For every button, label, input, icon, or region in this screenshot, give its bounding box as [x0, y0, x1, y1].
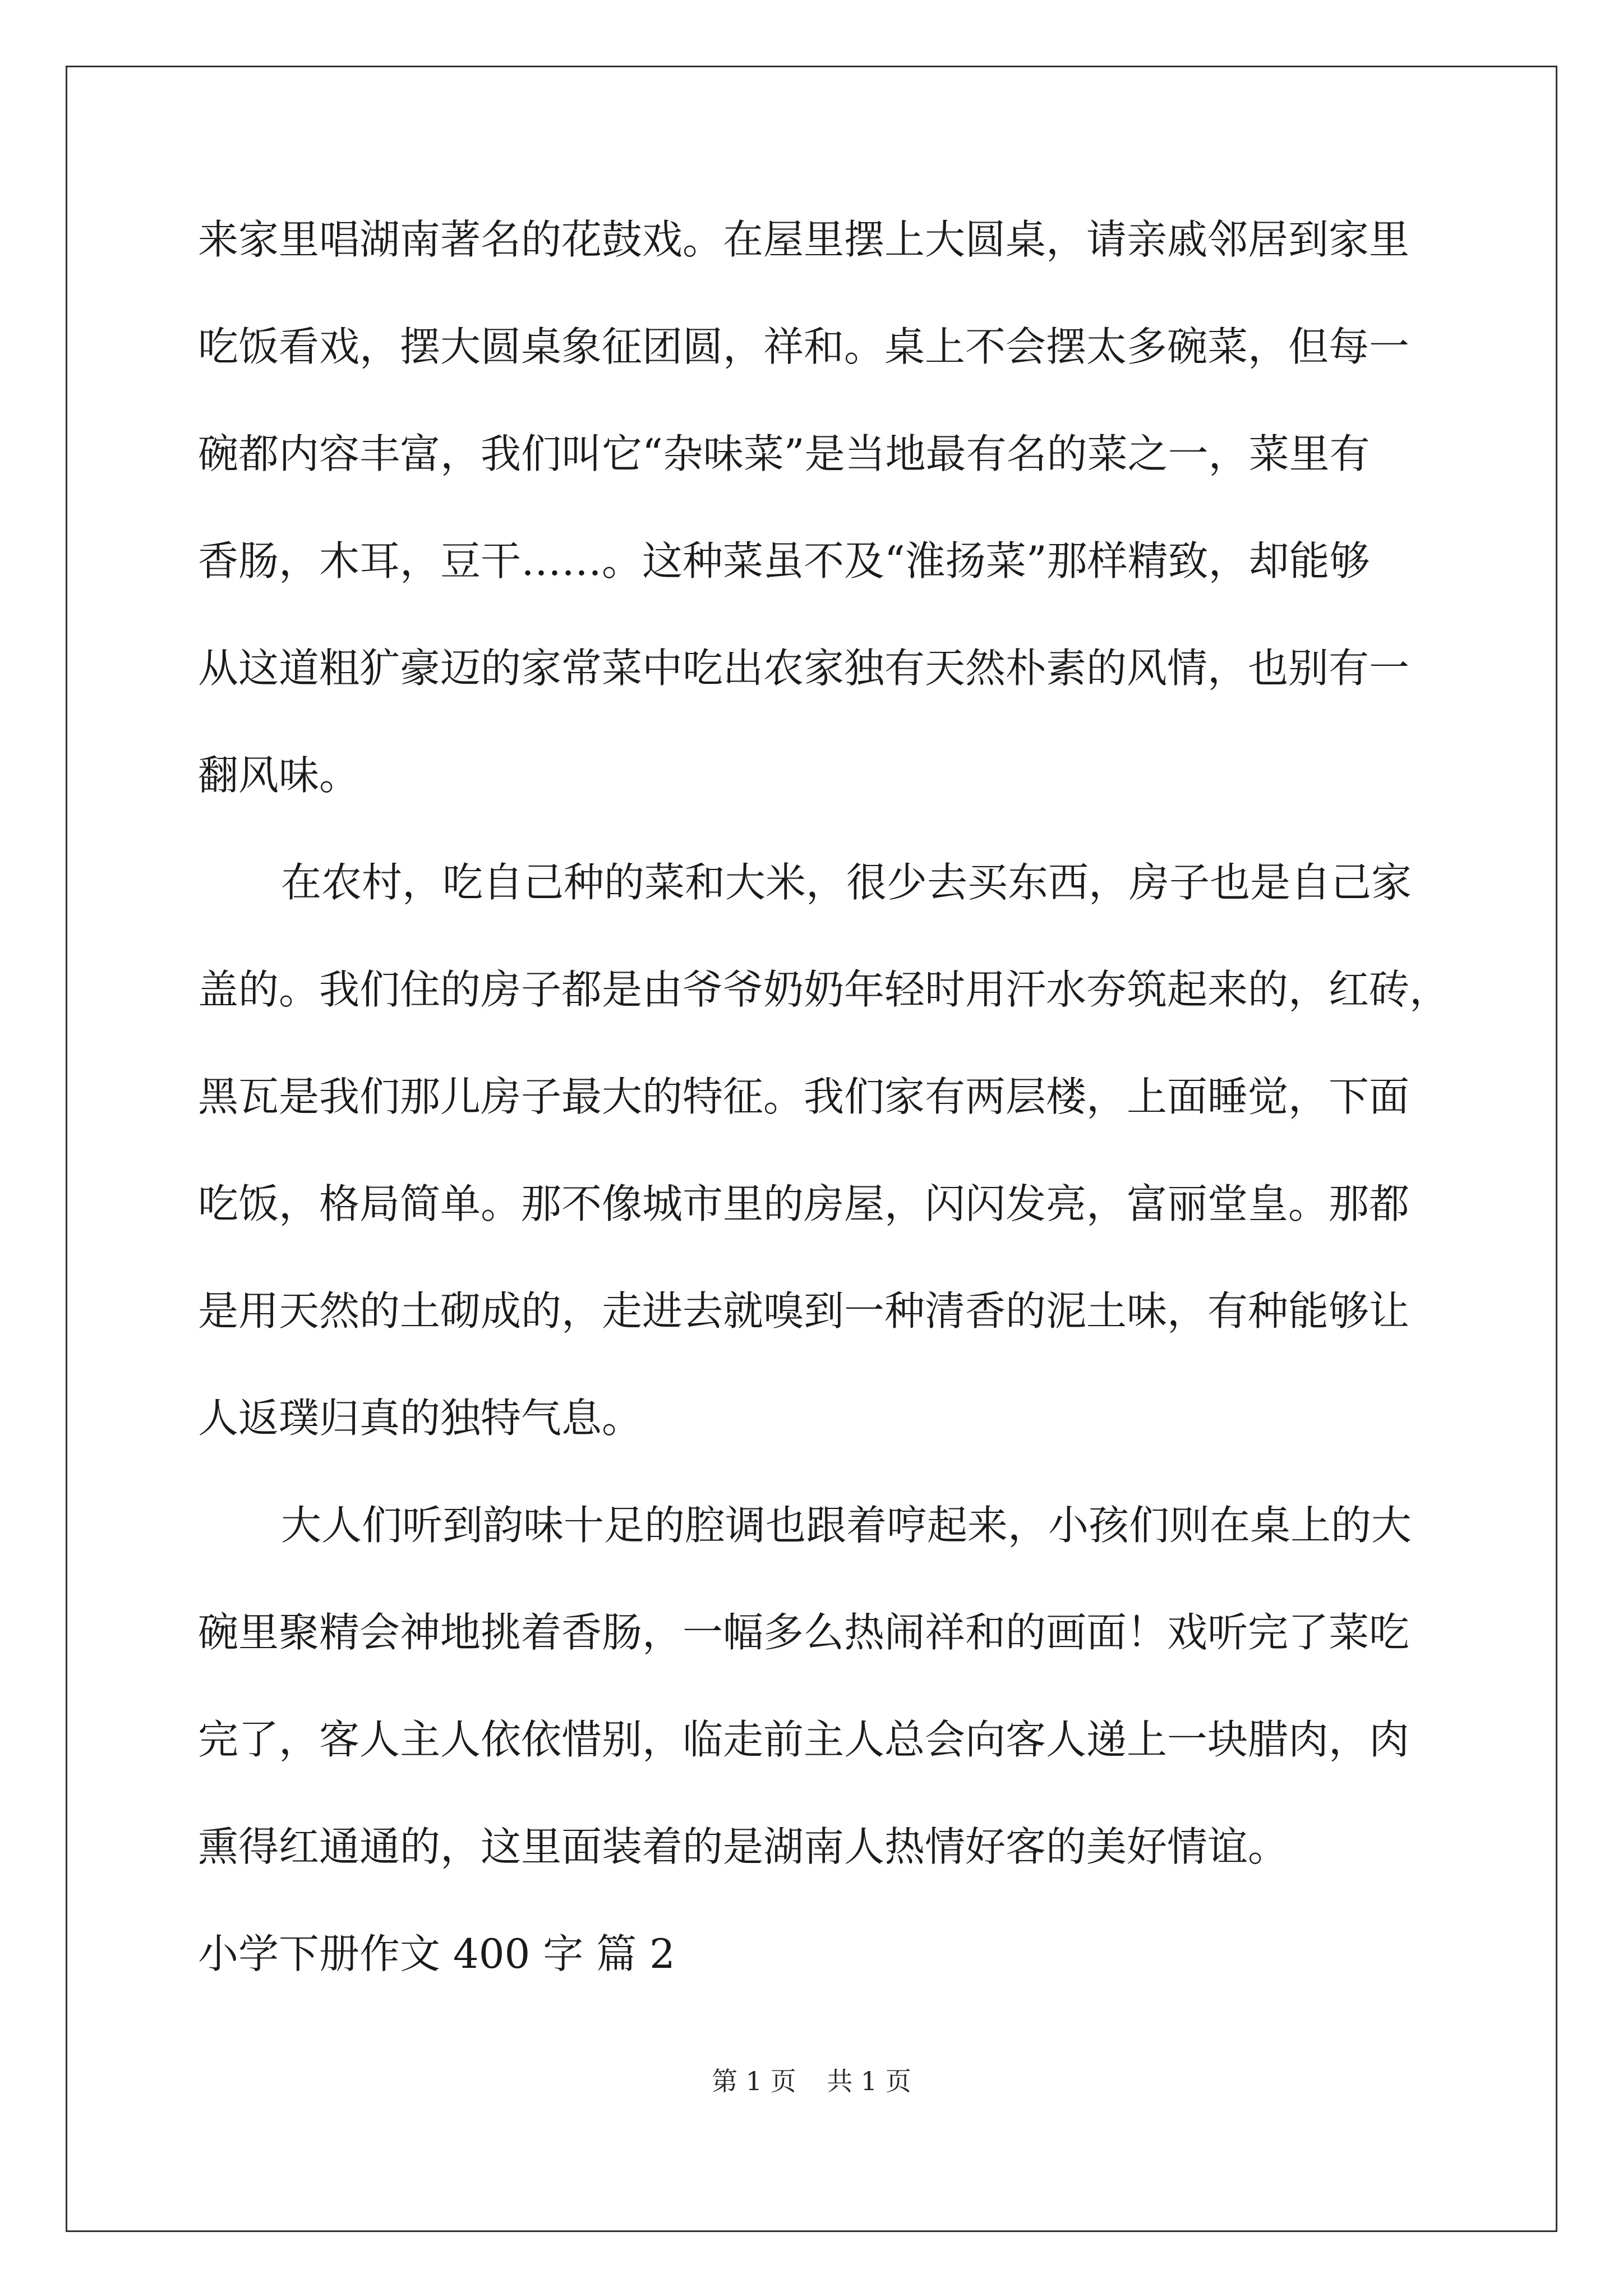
text-line: 大人们听到韵味十足的腔调也跟着哼起来，小孩们则在桌上的大: [281, 1502, 1412, 1549]
text-line: 来家里唱湖南著名的花鼓戏。在屋里摆上大圆桌，请亲戚邻居到家里: [198, 216, 1410, 263]
document-body: [198, 213, 1450, 1981]
section-heading: 小学下册作文 400 字 篇 2: [198, 1930, 675, 1977]
text-line: 碗都内容丰富，我们叫它“杂味菜”是当地最有名的菜之一，菜里有: [198, 430, 1370, 477]
text-line: 翻风味。: [198, 752, 360, 799]
text-line: 是用天然的土砌成的，走进去就嗅到一种清香的泥土味，有种能够让: [198, 1287, 1410, 1335]
page-footer: [0, 2064, 1623, 2098]
page-number: 第 1 页: [712, 2066, 796, 2096]
text-line: 完了，客人主人依依惜别，临走前主人总会向客人递上一块腊肉，肉: [198, 1716, 1410, 1763]
page-total: 共 1 页: [827, 2066, 911, 2096]
text-line: 人返璞归真的独特气息。: [198, 1395, 643, 1442]
text-line: 熏得红通通的，这里面装着的是湖南人热情好客的美好情谊。: [198, 1823, 1289, 1870]
text-line: 在农村，吃自己种的菜和大米，很少去买东西，房子也是自己家: [281, 859, 1412, 906]
text-line: 吃饭看戏，摆大圆桌象征团圆，祥和。桌上不会摆太多碗菜，但每一: [198, 323, 1410, 370]
text-line: 吃饭，格局简单。那不像城市里的房屋，闪闪发亮，富丽堂皇。那都: [198, 1180, 1410, 1227]
text-line: 盖的。我们住的房子都是由爷爷奶奶年轻时用汗水夯筑起来的，红砖，: [198, 966, 1450, 1013]
text-line: 从这道粗犷豪迈的家常菜中吃出农家独有天然朴素的风情，也别有一: [198, 645, 1410, 692]
text-line: 碗里聚精会神地挑着香肠，一幅多么热闹祥和的画面！戏听完了菜吃: [198, 1609, 1410, 1656]
paragraph-1: [198, 213, 1432, 802]
text-line: 香肠，木耳，豆干……。这种菜虽不及“淮扬菜”那样精致，却能够: [198, 537, 1370, 585]
paragraph-2: [198, 856, 1450, 1445]
text-line: 黑瓦是我们那儿房子最大的特征。我们家有两层楼，上面睡觉，下面: [198, 1073, 1410, 1120]
paragraph-3: [198, 1499, 1432, 1874]
